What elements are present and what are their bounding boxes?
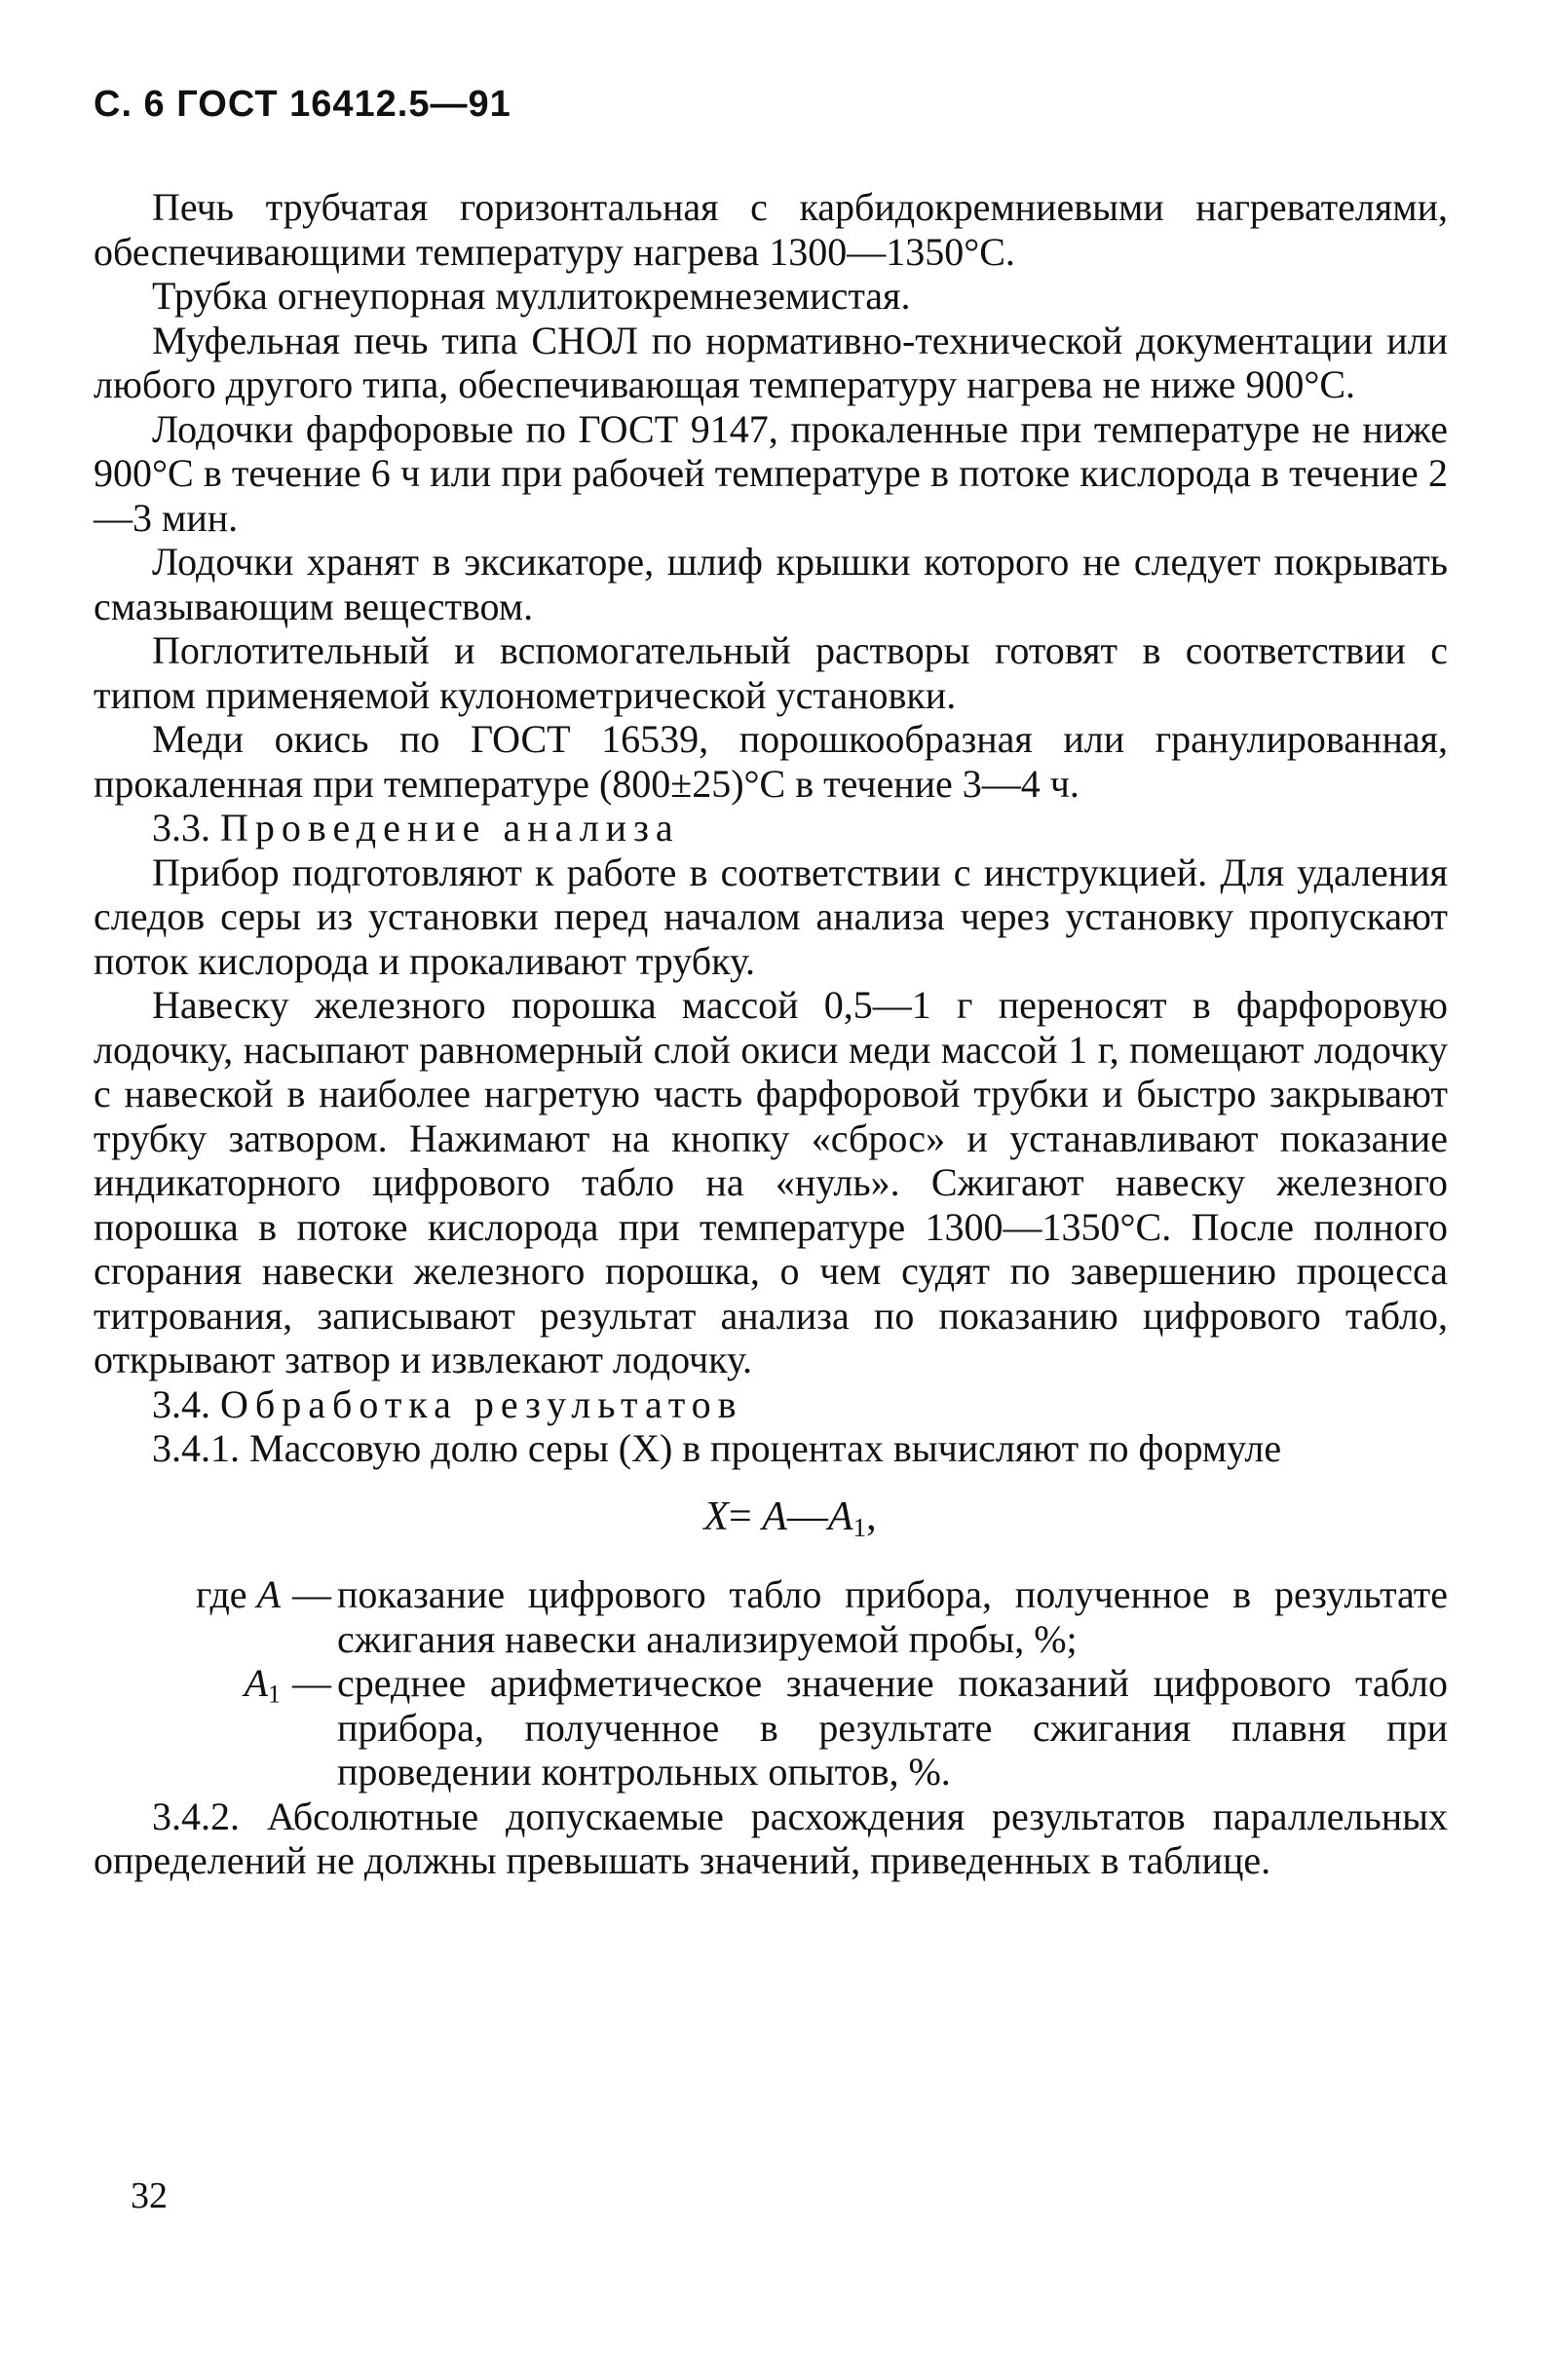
paragraph-desiccator: Лодочки хранят в эксикаторе, шлиф крышки которого не следует покрывать смазывающим веществом. — [94, 540, 1448, 628]
definition-prefix: где — [196, 1572, 247, 1617]
paragraph-tube: Трубка огнеупорная муллитокремнеземистая. — [152, 274, 911, 318]
page-header: С. 6 ГОСТ 16412.5—91 — [94, 84, 511, 125]
paragraph-3-4-1: 3.4.1. Массовую долю серы (X) в процентах вычисляют по формуле — [152, 1426, 1282, 1470]
formula-x: X — [703, 1493, 729, 1539]
paragraph-preparation: Прибор подготовляют к работе в соответствии с инструкцией. Для удаления следов серы из установки перед началом анализа через установку пропускают поток кислорода и прокаливают трубку. — [94, 850, 1448, 983]
formula-a1-subscript: 1 — [852, 1512, 867, 1542]
formula-minus: — — [786, 1493, 828, 1539]
section-3-3-number: 3.3. — [152, 806, 210, 850]
formula — [94, 1494, 1448, 1550]
definition-a-text: показание цифрового табло прибора, полученное в результате сжигания навески анализируемой пробы, %; — [337, 1572, 1448, 1661]
formula-tail: , — [866, 1493, 877, 1539]
formula-equals: = — [729, 1493, 752, 1539]
formula-a: A — [762, 1493, 787, 1539]
section-3-4-heading — [94, 1382, 1448, 1427]
definition-a-label — [94, 1572, 292, 1661]
section-3-3-title: Проведение анализа — [220, 806, 680, 850]
section-3-4-title: Обработка результатов — [220, 1381, 743, 1426]
page-number: 32 — [131, 2175, 168, 2216]
paragraph-solutions: Поглотительный и вспомогательный растворы готовят в соответствии с типом применяемой кулонометрической установки. — [94, 628, 1448, 717]
definition-a1-symbol: A — [244, 1661, 268, 1706]
paragraph-3-4-2: 3.4.2. Абсолютные допускаемые расхождения результатов параллельных определений не должны превышать значений, приведенных в таблице. — [94, 1794, 1448, 1883]
paragraph-muffle-furnace: Муфельная печь типа СНОЛ по нормативно-технической документации или любого другого типа, обеспечивающая температуру нагрева не ниже 900°С. — [94, 318, 1448, 406]
formula-a1: A — [827, 1493, 853, 1539]
definition-a1-label — [94, 1661, 292, 1794]
definition-a1-subscript: 1 — [268, 1680, 281, 1709]
definition-a-symbol: A — [256, 1572, 281, 1617]
definition-a1-text: среднее арифметическое значение показаний цифрового табло прибора, полученное в результате сжигания плавня при проведении контрольных опытов, %. — [337, 1661, 1448, 1794]
paragraph-copper-oxide: Меди окись по ГОСТ 16539, порошкообразная или гранулированная, прокаленная при температуре (800±25)°С в течение 3—4 ч. — [94, 717, 1448, 806]
section-3-4-number: 3.4. — [152, 1381, 210, 1426]
paragraph-boats: Лодочки фарфоровые по ГОСТ 9147, прокаленные при температуре не ниже 900°С в течение 6 ч или при рабочей температуре в потоке кислорода в течение 2—3 мин. — [94, 406, 1448, 540]
definition-a1-dash: — — [292, 1661, 331, 1706]
paragraph-furnace: Печь трубчатая горизонтальная с карбидокремниевыми нагревателями, обеспечивающими температуру нагрева 1300—1350°С. — [94, 185, 1448, 274]
definition-a-dash: — — [292, 1572, 331, 1617]
paragraph-procedure: Навеску железного порошка массой 0,5—1 г переносят в фарфоровую лодочку, насыпают равномерный слой окиси меди массой 1 г, помещают лодочку с навеской в наиболее нагретую часть фарфоровой трубки и быстро закрывают трубку затвором. Нажимают на кнопку «сброс» и устанавливают показание индикаторного цифрового табло на «нуль». Сжигают навеску железного порошка в потоке кислорода при температуре 1300—1350°С. После полного сгорания навески железного порошка, о чем судят по завершению процесса титрования, записывают результат анализа по показанию цифрового табло, открывают затвор и извлекают лодочку. — [94, 983, 1448, 1381]
section-3-3-heading — [94, 806, 1448, 850]
definitions-list — [94, 1572, 1448, 1794]
body-text — [94, 185, 1448, 1883]
